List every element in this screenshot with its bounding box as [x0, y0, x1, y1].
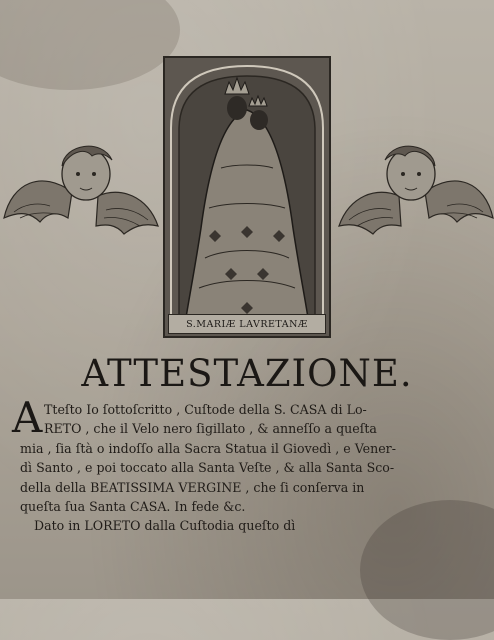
text-line: dì Santo , e poi toccato alla Santa Veſte , & alla Santa Sco-	[20, 460, 395, 476]
madonna-woodcut	[163, 56, 331, 338]
text-line: mia , ſia ſtà o indoſſo alla Sacra Statua il Giovedì , e Vener-	[20, 440, 396, 456]
paper-stain	[0, 0, 180, 90]
text-line: Tteſto Io ſottoſcritto , Cuſtode della S. CASA di Lo-	[44, 402, 367, 417]
dated-line: Dato in LORETO dalla Cuſtodia queſto dì	[34, 518, 296, 534]
text-line: della della BEATISSIMA VERGINE , che ſi conſerva in	[20, 479, 365, 495]
text-line: RETO , che il Velo nero ſigillato , & anneſſo a queſta	[44, 421, 377, 437]
cherub-left-illustration	[2, 130, 160, 250]
cherub-right-illustration	[337, 130, 494, 250]
text-line: queſta ſua Santa CASA. In fede &c.	[20, 498, 246, 514]
document-title: ATTESTAZIONE.	[81, 352, 413, 395]
image-caption: S.MARIÆ LAVRETANÆ	[168, 314, 326, 334]
drop-cap: A	[12, 393, 43, 442]
attestation-text	[12, 393, 482, 536]
